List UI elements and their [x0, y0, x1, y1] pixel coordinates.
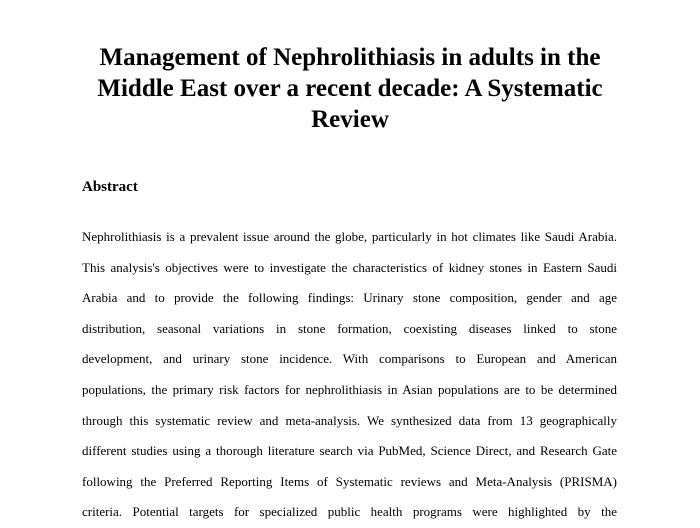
abstract-line: different studies using a thorough literature search via PubMed, Science Direct, and Research Gate [82, 443, 617, 459]
paper-title: Management of Nephrolithiasis in adults in the Middle East over a recent decade: A Systematic Review [97, 44, 603, 133]
abstract-body [82, 222, 617, 528]
abstract-heading: Abstract [82, 179, 138, 195]
abstract-line: through this systematic review and meta-analysis. We synthesized data from 13 geographically [82, 412, 617, 428]
abstract-line: Arabia and to provide the following findings: Urinary stone composition, gender and age [82, 290, 617, 306]
abstract-line: populations, the primary risk factors for nephrolithiasis in Asian populations are to be determined [82, 381, 617, 397]
abstract-line: This analysis's objectives were to investigate the characteristics of kidney stones in Eastern Saudi [82, 259, 617, 275]
abstract-line: distribution, seasonal variations in stone formation, coexisting diseases linked to stone [82, 320, 617, 336]
abstract-line: development, and urinary stone incidence. With comparisons to European and American [82, 351, 617, 367]
abstract-line: following the Preferred Reporting Items of Systematic reviews and Meta-Analysis (PRISMA) [82, 473, 617, 489]
abstract-line: Nephrolithiasis is a prevalent issue around the globe, particularly in hot climates like Saudi Arabia. [82, 229, 617, 244]
abstract-line: criteria. Potential targets for specialized public health programs were highlighted by the [82, 504, 617, 520]
